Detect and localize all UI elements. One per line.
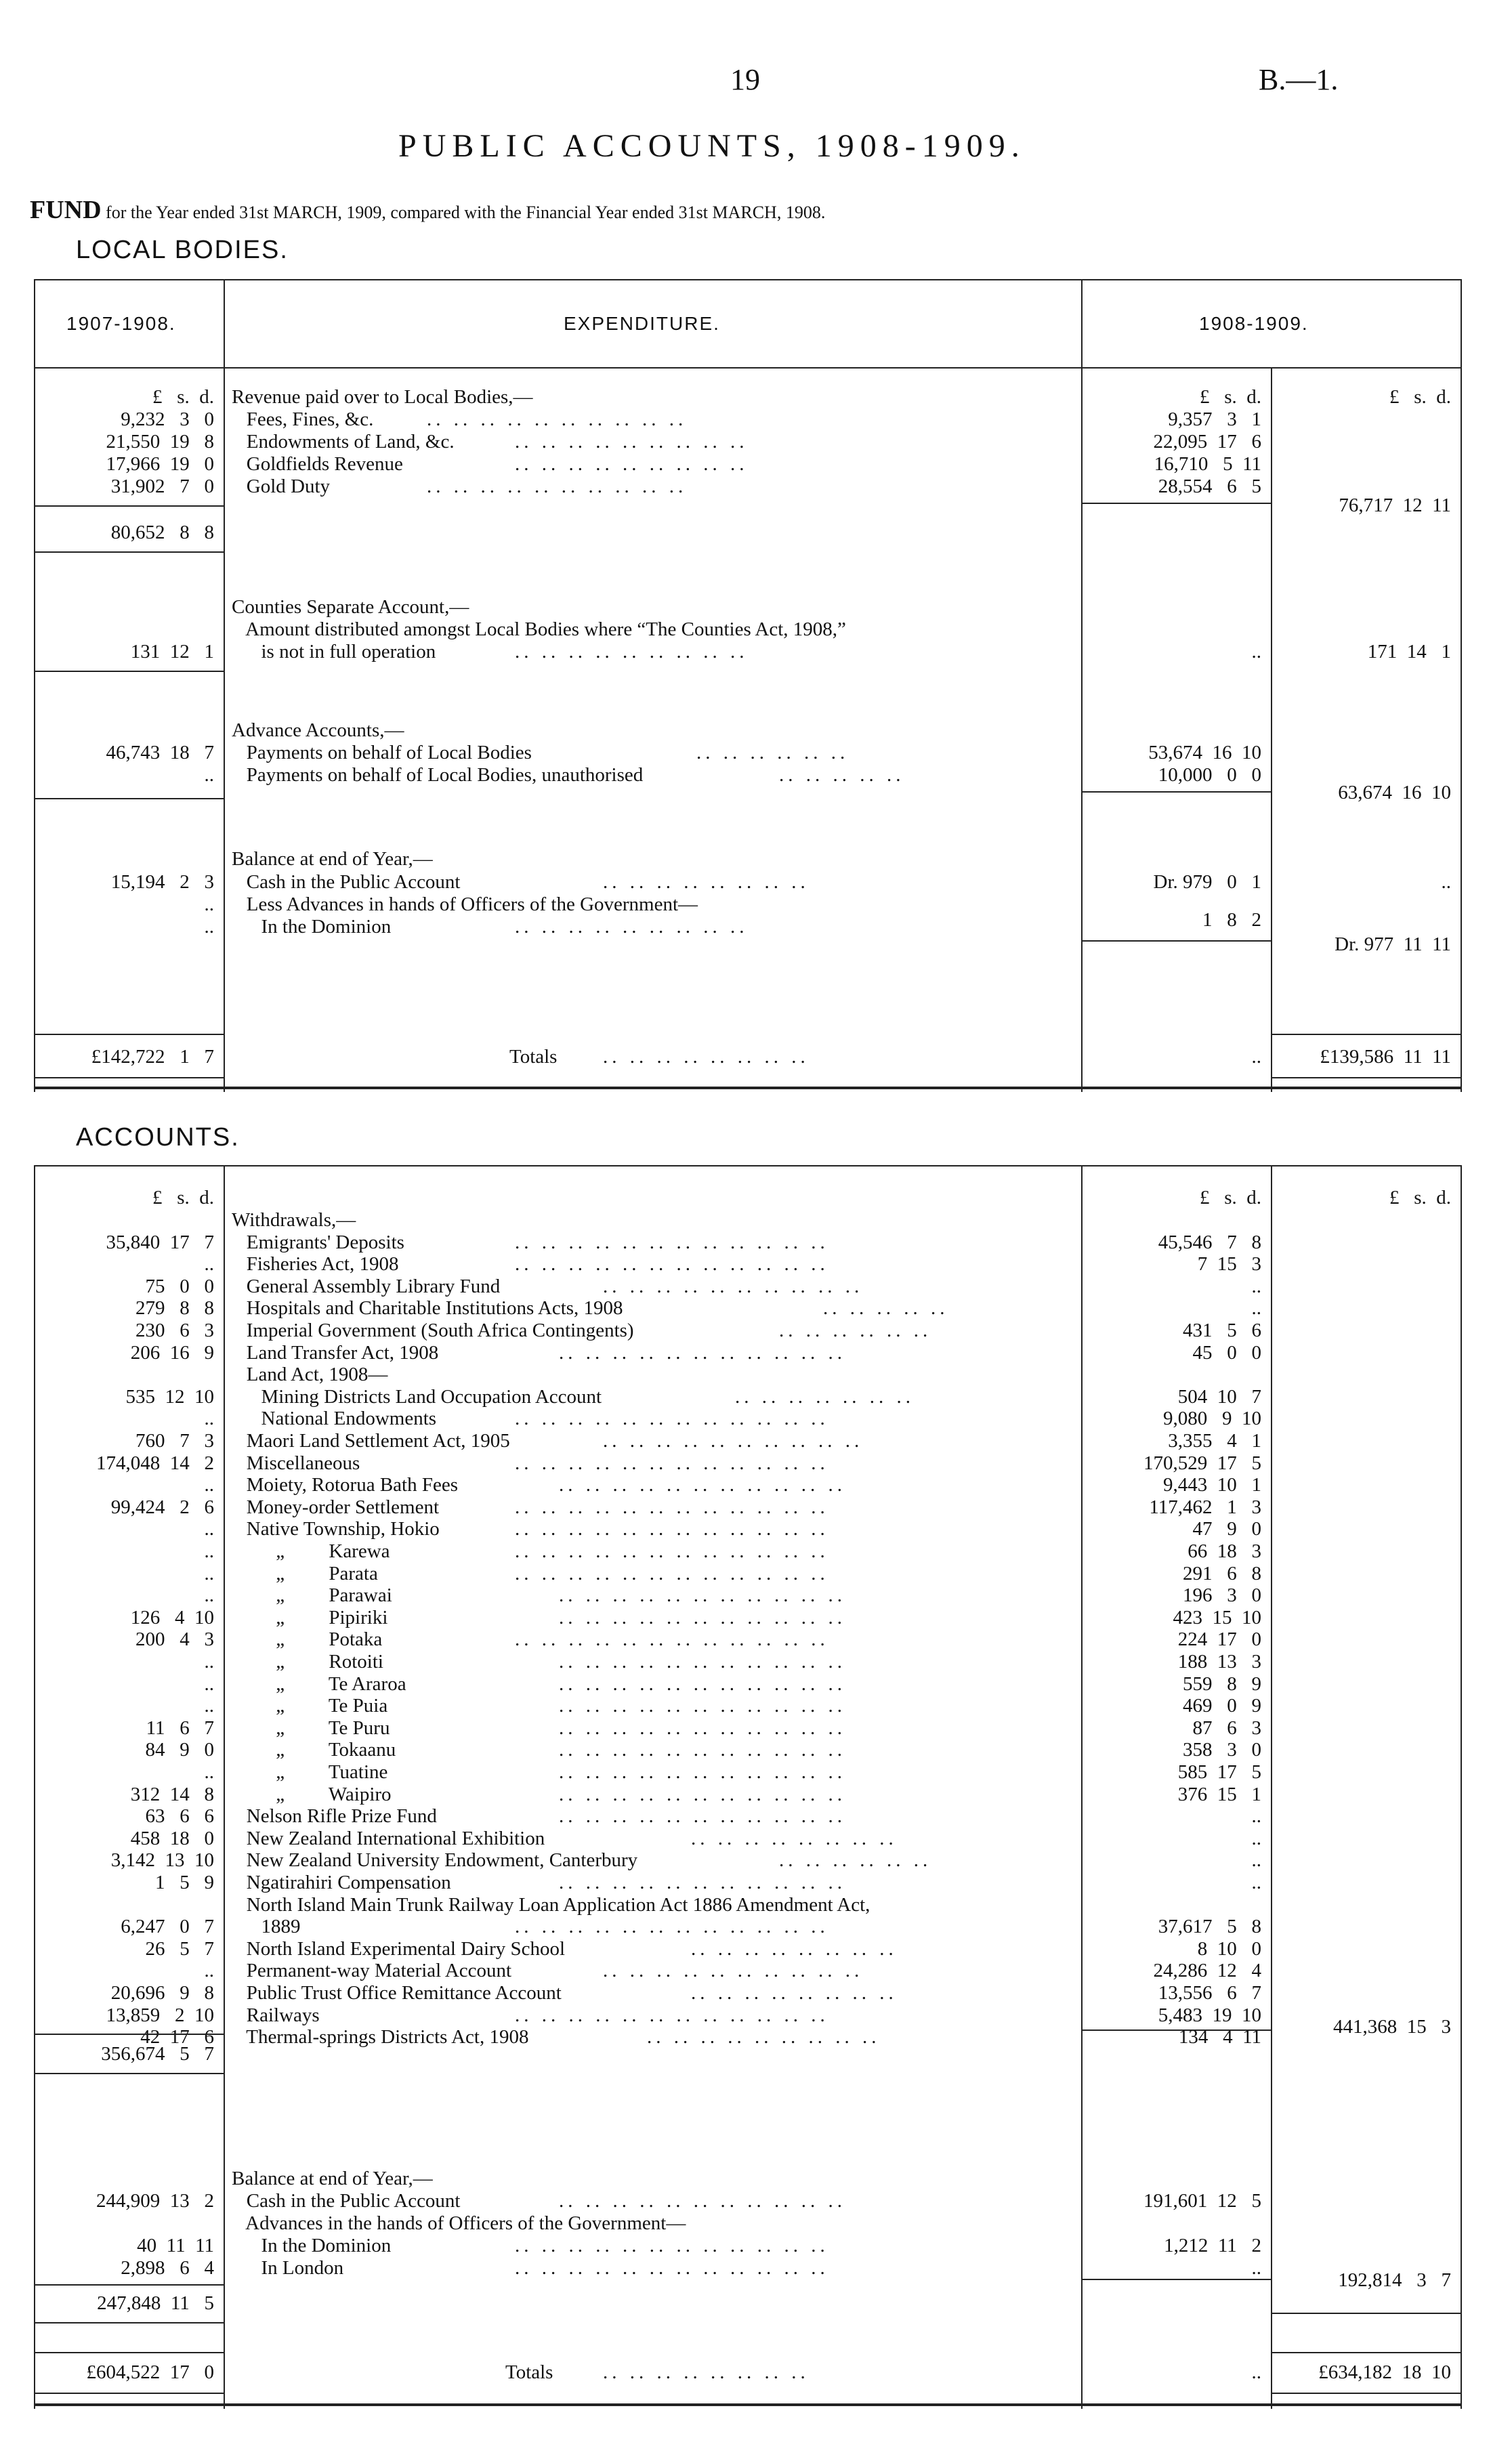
rule [34,367,1461,369]
row-amount: 224 17 0 [1177,1628,1261,1651]
rule [1081,791,1271,793]
row-label: Imperial Government (South Africa Contingents) [232,1320,634,1341]
row-label: Thermal-springs Districts Act, 1908 [232,2026,529,2048]
row-amount: 170,529 17 5 [1143,1452,1261,1474]
rule [1271,2352,1461,2353]
row-amount: 87 6 3 [1192,1717,1261,1739]
page-title: PUBLIC ACCOUNTS, 1908-1909. [398,128,1026,164]
row-label: is not in full operation [232,641,436,662]
row-label: „ Pipiriki [232,1606,388,1628]
row-amount: .. [1251,1275,1261,1297]
leader-dots: .. .. .. .. .. .. .. .. .. .. .. .. [515,1231,829,1253]
leader-dots: .. .. .. .. .. .. .. .. .. .. .. [559,1606,846,1628]
leader-dots: .. .. .. .. .. .. .. .. .. .. .. [559,1872,846,1893]
row-prev: 9,232 3 0 [121,408,214,430]
row-label: North Island Main Trunk Railway Loan Application Act 1886 Amendment Act, [232,1893,870,1916]
leader-dots: .. .. .. .. .. .. .. .. .. .. .. .. [515,1562,829,1584]
row-label: In London [232,2257,344,2279]
row-label: „ Parawai [232,1584,392,1607]
row-label: Railways [232,2004,320,2026]
rule [34,1077,224,1078]
row-label: In the Dominion [232,916,392,938]
row-label: Advance Accounts,— [232,719,404,741]
header-prev-year: 1907-1908. [66,313,176,334]
row-prev: 458 18 0 [130,1827,214,1849]
row-prev: .. [204,1540,214,1562]
row-label: Revenue paid over to Local Bodies,— [232,386,533,408]
leader-dots: .. .. .. .. .. .. .. .. .. .. .. .. [515,1540,829,1562]
leader-dots: .. .. .. .. .. .. .. .. .. [515,453,749,475]
leader-dots: .. .. .. .. .. .. .. .. .. [515,916,749,938]
rule [1081,279,1083,1092]
row-label: Fees, Fines, &c. [232,408,374,430]
leader-dots: .. .. .. .. .. .. .. .. .. .. .. [559,1474,846,1496]
subtotal-curr: 76,717 12 11 [1339,495,1451,516]
row-amount: 53,674 16 10 [1148,742,1261,763]
subtotal-curr: 441,368 15 3 [1333,2016,1451,2038]
rule [224,1165,225,2409]
row-amount: 5,483 19 10 [1158,2004,1261,2026]
leader-dots: .. .. .. .. .. .. .. .. .. .. [427,476,688,497]
leader-dots: .. .. .. .. .. .. .. .. .. .. .. .. [515,2004,829,2026]
row-amount: 47 9 0 [1192,1518,1261,1540]
row-amount: 10,000 0 0 [1158,764,1261,786]
row-label: Endowments of Land, &c. [232,431,455,453]
row-label: „ Potaka [232,1628,383,1651]
row-prev: 6,247 0 7 [121,1916,214,1938]
leader-dots: .. .. .. .. .. .. [779,1320,932,1341]
row-prev: 206 16 9 [130,1341,214,1364]
rule [34,551,224,553]
row-amount: 1,212 11 2 [1164,2235,1261,2256]
row-label: Gold Duty [232,476,330,497]
row-label: National Endowments [232,1408,437,1430]
totals-amount: .. [1251,2361,1261,2383]
row-amount: 358 3 0 [1183,1739,1261,1761]
row-amount: .. [1251,1872,1261,1893]
row-amount: 504 10 7 [1177,1385,1261,1408]
balance-prev-total: 247,848 11 5 [97,2292,214,2314]
row-amount: 45 0 0 [1192,1341,1261,1364]
row-prev: .. [204,1474,214,1496]
totals-label: Totals [509,1046,558,1068]
row-prev: 3,142 13 10 [110,1849,214,1872]
leader-dots: .. .. .. .. .. .. .. .. .. .. .. .. [515,1916,829,1938]
row-prev: 279 8 8 [135,1297,214,1320]
row-label: Nelson Rifle Prize Fund [232,1805,437,1828]
row-amount: 469 0 9 [1183,1695,1261,1717]
row-prev: 15,194 2 3 [110,871,214,893]
row-prev: .. [204,1651,214,1673]
row-label: „ Te Puru [232,1717,390,1739]
units-curr-b: £ s. d. [1389,1187,1451,1208]
row-label: 1889 [232,1916,301,1938]
leader-dots: .. .. .. .. .. .. .. .. .. .. [427,408,688,430]
leader-dots: .. .. .. .. .. .. .. .. [603,1046,810,1068]
row-amount: 376 15 1 [1177,1783,1261,1805]
row-amount: 291 6 8 [1183,1562,1261,1584]
row-label: „ Tuatine [232,1761,388,1783]
row-prev: 42 17 6 [140,2026,214,2048]
row-amount: 9,443 10 1 [1163,1474,1261,1496]
totals-prev: £604,522 17 0 [86,2361,214,2383]
row-label: Withdrawals,— [232,1209,356,1231]
header-curr-year: 1908-1909. [1199,313,1309,334]
leader-dots: .. .. .. .. .. .. .. .. .. .. [603,1275,864,1297]
row-amount: 423 15 10 [1173,1606,1261,1628]
row-amount: 117,462 1 3 [1149,1496,1261,1518]
leader-dots: .. .. .. .. .. .. .. .. .. .. .. .. [515,1408,829,1430]
row-label: „ Te Araroa [232,1673,406,1695]
row-label: „ Te Puia [232,1695,388,1717]
row-label: Public Trust Office Remittance Account [232,1982,562,2004]
row-label: Balance at end of Year,— [232,848,433,870]
leader-dots: .. .. .. .. .. .. .. .. .. .. [603,1960,864,1982]
row-label: Maori Land Settlement Act, 1905 [232,1430,510,1452]
row-prev: 35,840 17 7 [106,1231,214,1253]
row-prev: 244,909 13 2 [96,2190,214,2212]
row-prev: 13,859 2 10 [106,2004,214,2026]
rule [1271,1165,1272,2409]
row-amount: 9,080 9 10 [1163,1408,1261,1430]
rule [34,2284,224,2286]
row-prev: 99,424 2 6 [110,1496,214,1518]
row-amount: 196 3 0 [1183,1584,1261,1607]
accounts-title: ACCOUNTS. [76,1123,240,1152]
row-prev: 200 4 3 [135,1628,214,1651]
row-prev: .. [204,1761,214,1783]
row-prev: 63 6 6 [145,1805,214,1828]
leader-dots: .. .. .. .. .. .. .. .. [691,1937,898,1960]
row-prev: .. [204,1253,214,1276]
rule [1271,1034,1461,1035]
fund-line-text: for the Year ended 31st MARCH, 1909, compared with the Financial Year ended 31st MARCH, 1908. [106,203,826,222]
row-label: Advances in the hands of Officers of the Government— [232,2212,686,2234]
rule [1461,1165,1462,2409]
units-curr-a: £ s. d. [1199,1187,1261,1208]
rule [34,279,35,1092]
leader-dots: .. .. .. .. .. .. .. .. .. .. .. .. [515,1253,829,1276]
rule [34,2322,224,2323]
rule [224,279,225,1092]
leader-dots: .. .. .. .. .. .. [779,1849,932,1872]
row-prev: 17,966 19 0 [106,453,214,475]
rule [1081,1165,1083,2409]
row-amount: 66 18 3 [1188,1540,1261,1562]
leader-dots: .. .. .. .. .. .. .. .. .. .. .. .. [515,1496,829,1518]
row-amount: 585 17 5 [1177,1761,1261,1783]
row-amount: 8 10 0 [1197,1937,1261,1960]
subtotal-prev: 356,674 5 7 [101,2043,214,2065]
leader-dots: .. .. .. .. .. .. .. .. .. .. .. [559,1341,846,1364]
subtotal-prev: 80,652 8 8 [110,522,214,543]
fund-word: FUND [30,196,102,224]
leader-dots: .. .. .. .. .. .. .. .. .. .. .. [559,1783,846,1805]
rule [34,2073,224,2074]
leader-dots: .. .. .. .. .. .. .. .. .. .. .. .. [515,1518,829,1540]
units-curr-b: £ s. d. [1389,386,1451,408]
totals-label: Totals [505,2361,553,2383]
leader-dots: .. .. .. .. .. .. .. .. .. .. .. .. [515,1628,829,1651]
row-label: New Zealand International Exhibition [232,1827,545,1849]
page-number: 19 [730,63,760,96]
leader-dots: .. .. .. .. .. .. .. .. .. .. .. [559,1761,846,1783]
row-label: Land Act, 1908— [232,1364,388,1386]
rule [34,2034,224,2035]
row-amount: 16,710 5 11 [1154,453,1261,475]
row-prev: .. [204,1584,214,1607]
rule [1081,2279,1271,2280]
row-amount: 24,286 12 4 [1153,1960,1261,1982]
rule [34,1087,1461,1089]
row-prev: 84 9 0 [145,1739,214,1761]
row-label: Emigrants' Deposits [232,1231,404,1253]
leader-dots: .. .. .. .. .. .. .. .. [603,2361,810,2383]
row-label: Money-order Settlement [232,1496,440,1518]
row-amount: 45,546 7 8 [1158,1231,1261,1253]
row-label: General Assembly Library Fund [232,1275,501,1297]
row-label: New Zealand University Endowment, Canterbury [232,1849,638,1872]
row-prev: .. [204,916,214,938]
row-label: Payments on behalf of Local Bodies, unauthorised [232,764,644,786]
row-prev: 312 14 8 [130,1783,214,1805]
totals-curr: £634,182 18 10 [1318,2361,1451,2383]
leader-dots: .. .. .. .. .. .. .. .. .. .. .. [559,1739,846,1761]
row-amount: .. [1251,1849,1261,1872]
rule [1271,2313,1461,2314]
row-amount: 9,357 3 1 [1168,408,1261,430]
row-prev: 1 5 9 [155,1872,214,1893]
rule [34,2403,1461,2406]
leader-dots: .. .. .. .. .. .. .. [735,1385,915,1408]
rule [34,1165,1461,1166]
row-prev: 126 4 10 [130,1606,214,1628]
row-prev: 46,743 18 7 [106,742,214,763]
header-expenditure: EXPENDITURE. [564,313,720,334]
units-curr-a: £ s. d. [1199,386,1261,408]
leader-dots: .. .. .. .. .. .. .. .. [691,1982,898,2004]
leader-dots: .. .. .. .. .. [823,1297,949,1320]
row-label: „ Karewa [232,1540,390,1562]
fund-line [30,195,825,225]
row-amount: 1 8 2 [1202,909,1261,931]
rule [1271,2393,1461,2394]
row-prev: 760 7 3 [135,1430,214,1452]
row-label: Cash in the Public Account [232,2190,461,2212]
leader-dots: .. .. .. .. .. .. .. .. .. .. .. [559,2190,846,2212]
rule [34,1034,224,1035]
row-prev: 174,048 14 2 [96,1452,214,1474]
rule [1271,367,1272,1092]
row-amount: Dr. 979 0 1 [1153,871,1261,893]
leader-dots: .. .. .. .. .. .. [696,742,849,763]
units-prev: £ s. d. [152,386,214,408]
row-prev: .. [204,1673,214,1695]
rule [1081,2029,1271,2031]
leader-dots: .. .. .. .. .. .. .. .. .. [515,431,749,453]
row-amount: 3,355 4 1 [1168,1430,1261,1452]
row-prev: 20,696 9 8 [110,1982,214,2004]
row-label: „ Parata [232,1562,378,1584]
row-total: Dr. 977 11 11 [1335,933,1451,955]
row-amount: .. [1251,1805,1261,1828]
row-label: North Island Experimental Dairy School [232,1937,566,1960]
leader-dots: .. .. .. .. .. .. .. .. .. .. .. .. [515,1452,829,1474]
row-total: 63,674 16 10 [1338,782,1451,803]
rule [34,2393,224,2394]
row-label: Ngatirahiri Compensation [232,1872,451,1893]
leader-dots: .. .. .. .. .. .. .. .. .. [647,2026,881,2048]
rule [34,505,224,507]
row-label: Goldfields Revenue [232,453,403,475]
row-label: Land Transfer Act, 1908 [232,1341,439,1364]
rule [34,2352,224,2353]
row-amount: 134 4 11 [1178,2026,1261,2048]
row-prev: 230 6 3 [135,1320,214,1341]
leader-dots: .. .. .. .. .. .. .. .. .. .. .. [559,1673,846,1695]
row-prev: .. [204,764,214,786]
rule [34,1165,35,2409]
row-total: 171 14 1 [1367,641,1451,662]
row-total: .. [1441,871,1451,893]
row-label: In the Dominion [232,2235,392,2256]
row-label: Less Advances in hands of Officers of the Government— [232,893,698,915]
row-prev: .. [204,1960,214,1982]
leader-dots: .. .. .. .. .. .. .. .. .. [515,641,749,662]
row-amount: 13,556 6 7 [1158,1982,1261,2004]
rule [34,798,224,799]
rule [34,671,224,672]
row-label: „ Tokaanu [232,1739,396,1761]
row-prev: .. [204,1695,214,1717]
row-label: Cash in the Public Account [232,871,461,893]
totals-amount: .. [1251,1046,1261,1068]
row-amount: 431 5 6 [1183,1320,1261,1341]
leader-dots: .. .. .. .. .. .. .. .. .. .. .. .. [515,2235,829,2256]
leader-dots: .. .. .. .. .. .. .. .. .. .. .. [559,1695,846,1717]
row-prev: 75 0 0 [145,1275,214,1297]
row-amount: 188 13 3 [1177,1651,1261,1673]
rule [1461,279,1462,1092]
row-amount: 28,554 6 5 [1158,476,1261,497]
rule [34,279,1461,280]
row-amount: 7 15 3 [1197,1253,1261,1276]
row-amount: .. [1251,1297,1261,1320]
row-prev: .. [204,1518,214,1540]
row-prev: 131 12 1 [130,641,214,662]
row-label: Native Township, Hokio [232,1518,440,1540]
row-label: Permanent-way Material Account [232,1960,512,1982]
row-label: Mining Districts Land Occupation Account [232,1385,602,1408]
row-label: „ Waipiro [232,1783,392,1805]
row-prev: .. [204,893,214,915]
row-label: Amount distributed amongst Local Bodies where “The Counties Act, 1908,” [232,618,846,640]
totals-curr: £139,586 11 11 [1320,1046,1451,1068]
row-prev: 21,550 19 8 [106,431,214,453]
row-label: Moiety, Rotorua Bath Fees [232,1474,458,1496]
local-bodies-title: LOCAL BODIES. [76,236,289,264]
leader-dots: .. .. .. .. .. .. .. .. [691,1827,898,1849]
leader-dots: .. .. .. .. .. [779,764,905,786]
row-amount: 559 8 9 [1183,1673,1261,1695]
row-prev: .. [204,1562,214,1584]
row-amount: 191,601 12 5 [1143,2190,1261,2212]
row-prev: .. [204,1408,214,1430]
leader-dots: .. .. .. .. .. .. .. .. .. .. .. [559,1717,846,1739]
row-prev: 31,902 7 0 [110,476,214,497]
leader-dots: .. .. .. .. .. .. .. .. .. .. .. [559,1805,846,1828]
row-prev: 535 12 10 [125,1385,214,1408]
leader-dots: .. .. .. .. .. .. .. .. [603,871,810,893]
row-prev: 2,898 6 4 [121,2257,214,2279]
leader-dots: .. .. .. .. .. .. .. .. .. .. .. [559,1651,846,1673]
totals-prev: £142,722 1 7 [91,1046,214,1068]
row-label: „ Rotoiti [232,1651,383,1673]
row-amount: 37,617 5 8 [1158,1916,1261,1938]
leader-dots: .. .. .. .. .. .. .. .. .. .. .. .. [515,2257,829,2279]
page-reference: B.—1. [1259,63,1339,96]
row-amount: .. [1251,1827,1261,1849]
rule [1081,940,1271,942]
row-label: Counties Separate Account,— [232,596,469,618]
row-label: Hospitals and Charitable Institutions Acts, 1908 [232,1297,623,1320]
row-label: Payments on behalf of Local Bodies [232,742,532,763]
row-prev: 40 11 11 [137,2235,214,2256]
row-amount: 22,095 17 6 [1153,431,1261,453]
leader-dots: .. .. .. .. .. .. .. .. .. .. [603,1430,864,1452]
row-label: Miscellaneous [232,1452,360,1474]
row-label: Balance at end of Year,— [232,2168,433,2189]
row-prev: 11 6 7 [146,1717,214,1739]
rule [1081,503,1271,504]
leader-dots: .. .. .. .. .. .. .. .. .. .. .. [559,1584,846,1607]
row-amount: .. [1251,2257,1261,2279]
row-label: Fisheries Act, 1908 [232,1253,399,1276]
balance-curr-total: 192,814 3 7 [1338,2269,1451,2291]
rule [1271,1077,1461,1078]
row-prev: 26 5 7 [145,1937,214,1960]
row-amount: .. [1251,641,1261,662]
units-prev: £ s. d. [152,1187,214,1208]
